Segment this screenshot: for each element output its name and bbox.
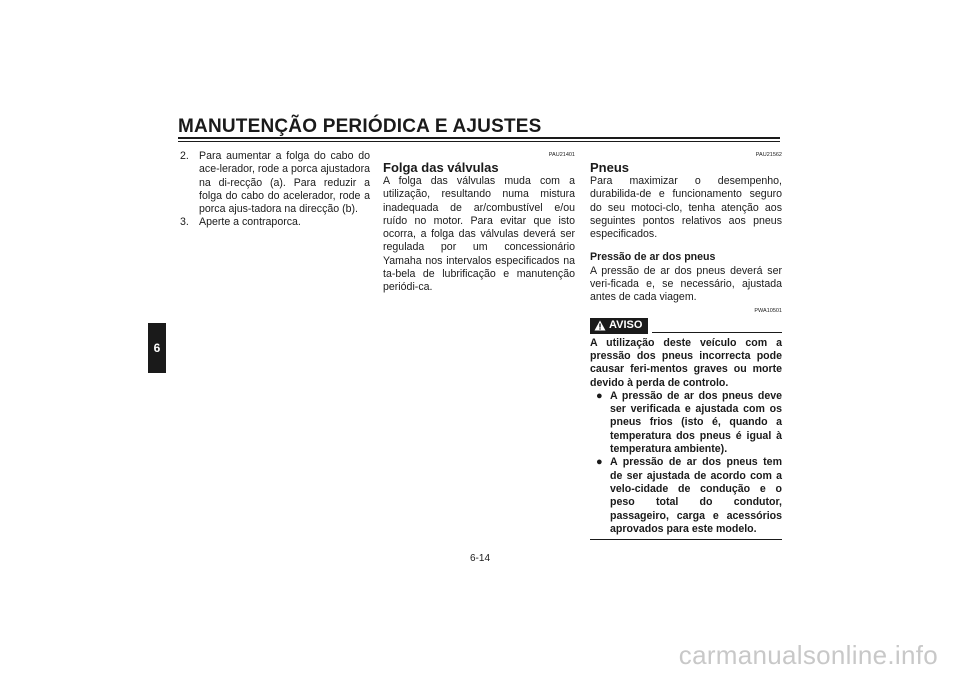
warning-label: AVISO: [609, 319, 643, 332]
warning-triangle-icon: [594, 320, 606, 331]
page-number: 6-14: [469, 553, 490, 564]
subsection-heading: Pressão de ar dos pneus: [590, 251, 716, 264]
step-item: [180, 150, 370, 216]
chapter-tab: 6: [148, 323, 166, 373]
step-text: Aperte a contraporca.: [199, 216, 301, 229]
section-heading: Pneus: [590, 160, 630, 175]
header-rule-thick: [178, 137, 780, 139]
column-1: [180, 150, 370, 230]
header-rule-thin: [178, 141, 780, 142]
warning-ref-code: PWA10501: [754, 307, 782, 314]
page-header: MANUTENÇÃO PERIÓDICA E AJUSTES: [178, 116, 542, 137]
step-text: Para aumentar a folga do cabo do ace-lerador, rode a porca ajustadora na di-recção (a). Para reduzir a folga do cabo do acelerador, rode a porca ajus-tadora na direcção (b).: [199, 150, 370, 216]
warning-end-rule: [590, 539, 782, 540]
warning-header-line: [652, 332, 782, 333]
bullet-dot-icon: ●: [596, 389, 603, 402]
bullet-dot-icon: ●: [596, 456, 603, 469]
step-number: 3.: [180, 216, 189, 229]
section-body: A folga das válvulas muda com a utilização, resultando numa mistura inadequada de ar/combustível e/ou ruído no motor. Para evitar que isto ocorra, a folga das válvulas deverá ser regulada por um concessionário Yamaha nos intervalos especificados na ta-bela de lubrificação e manutenção periódi-ca.: [383, 175, 575, 294]
step-item: [180, 216, 370, 229]
watermark: carmanualsonline.info: [678, 640, 938, 670]
column-2: [383, 150, 575, 295]
section-heading: Folga das válvulas: [383, 160, 499, 175]
warning-bullet: [596, 390, 782, 456]
section-ref-code: PAU21562: [755, 152, 782, 158]
subsection-body: A pressão de ar dos pneus deverá ser veri-ficada e, se necessário, ajustada antes de cada viagem.: [590, 264, 782, 304]
step-number: 2.: [180, 150, 189, 162]
bullet-text: A pressão de ar dos pneus tem de ser ajustada de acordo com a velo-cidade de condução e o peso total do condutor, passageiro, carga e acessórios aprovados para este modelo.: [610, 456, 782, 535]
warning-badge: [590, 318, 648, 334]
warning-bullet: [596, 456, 782, 536]
bullet-text: A pressão de ar dos pneus deve ser verificada e ajustada com os pneus frios (isto é, quando a temperatura dos pneus é igual à temperatura ambiente).: [610, 389, 782, 456]
column-3: [590, 150, 782, 540]
warning-header: [590, 318, 782, 334]
warning-text: A utilização deste veículo com a pressão dos pneus incorrecta pode causar feri-mentos graves ou morte devido à perda de controlo.: [590, 336, 782, 389]
section-ref-code: PAU21401: [548, 152, 575, 158]
section-intro: Para maximizar o desempenho, durabilida-de e funcionamento seguro do seu motoci-clo, tenha atenção aos seguintes pontos relativos aos pneus especificados.: [590, 175, 782, 241]
